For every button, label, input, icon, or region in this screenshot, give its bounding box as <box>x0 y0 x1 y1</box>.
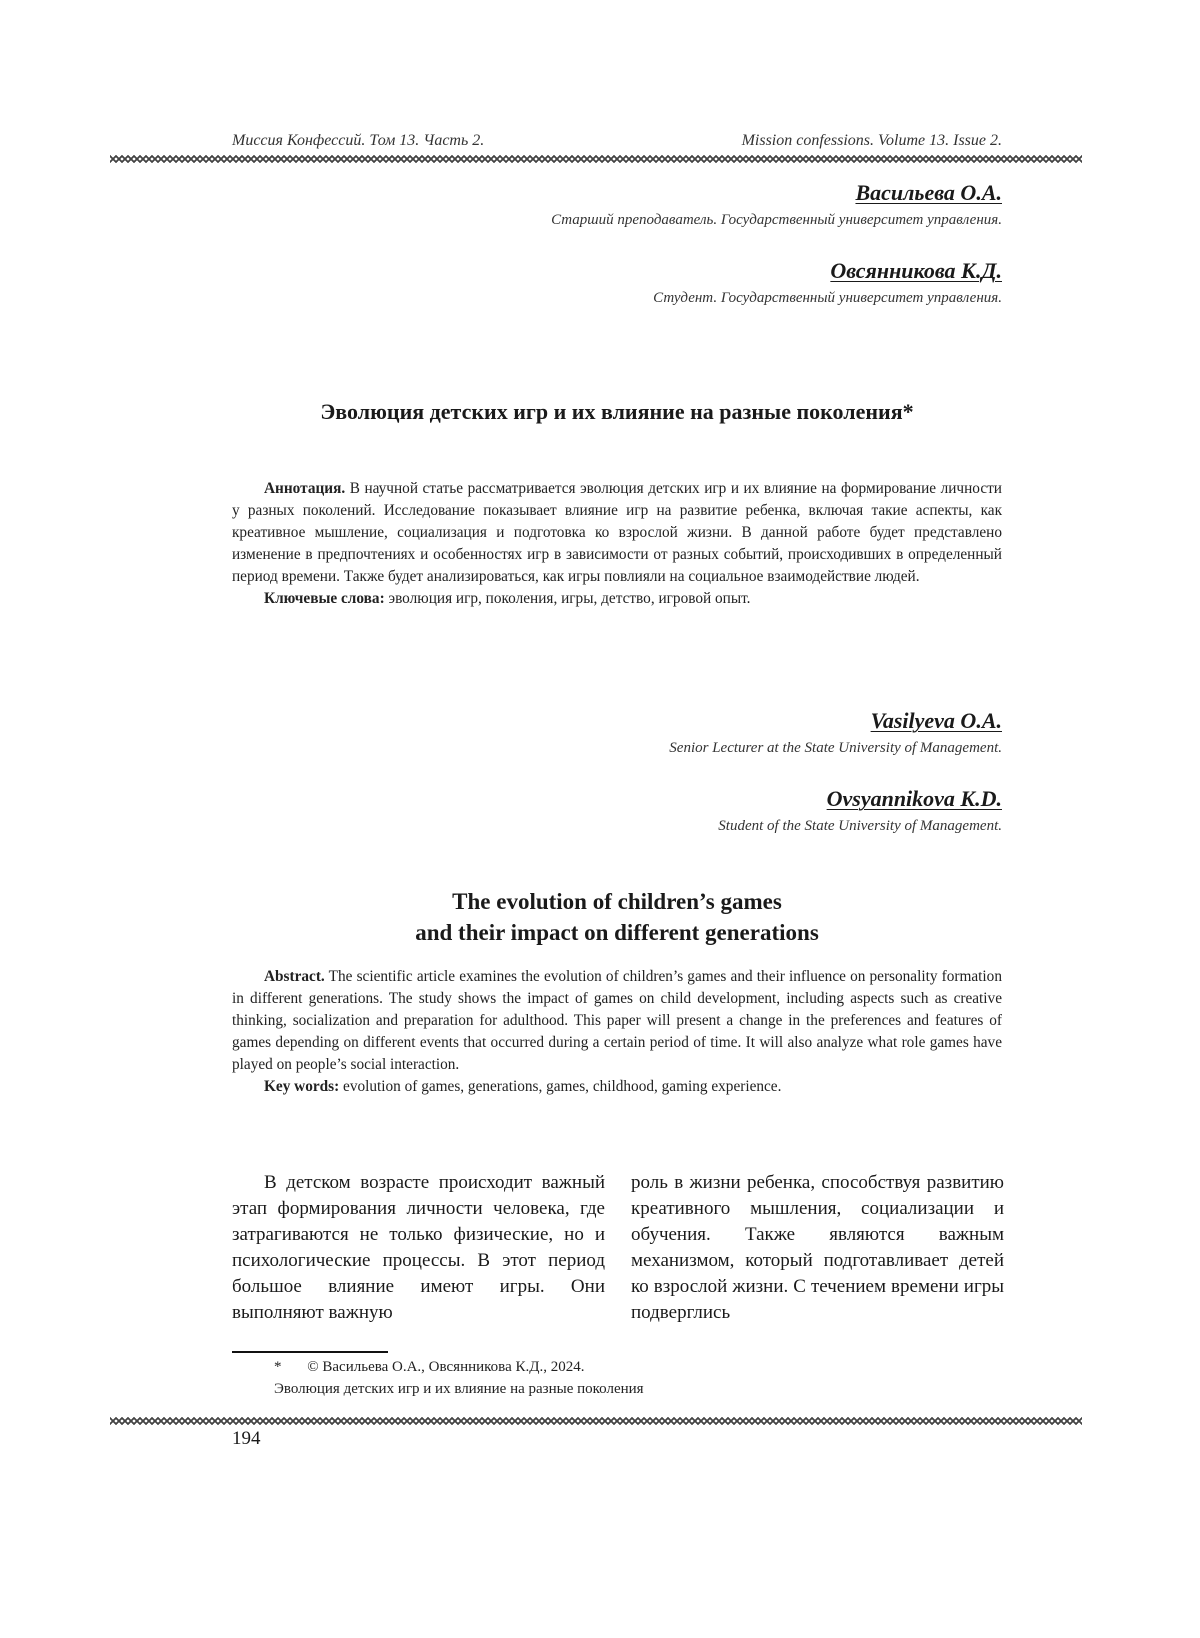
author-name: Ovsyannikova K.D. <box>826 786 1002 811</box>
ornamental-rule-top <box>110 154 1082 163</box>
abstract-en <box>232 966 1002 1098</box>
footnote-line-1 <box>274 1356 584 1378</box>
author-affiliation: Senior Lecturer at the State University of Management. <box>669 740 1002 756</box>
keywords-text: эволюция игр, поколения, игры, детство, игровой опыт. <box>388 590 751 607</box>
abstract-label: Аннотация. <box>264 480 346 497</box>
ornamental-rule-bottom <box>110 1416 1082 1425</box>
footnote-copyright: © Васильева О.А., Овсянникова К.Д., 2024. <box>307 1359 585 1375</box>
running-header <box>232 132 1002 150</box>
footnote-rule <box>232 1351 388 1353</box>
article-title-ru: Эволюция детских игр и их влияние на разные поколения* <box>320 399 914 424</box>
title-line-1: The evolution of children’s games <box>452 889 782 914</box>
abstract-label: Abstract. <box>264 968 325 985</box>
author-block-ru-2 <box>232 258 1002 307</box>
abstract-text: В научной статье рассматривается эволюция детских игр и их влияние на формирование личности у разных поколений. Исследование показывает влияние игр на развитие ребенка, включая такие аспекты, как креативное мышление, социализация и подготовка ко взрослой жизни. В данной работе будет представлено изменение в предпочтениях и особенностях игр в зависимости от разных событий, происходивших в определенный период времени. Также будет анализироваться, как игры повлияли на социальное взаимодействие людей. <box>232 480 1002 585</box>
footnote-line-2: Эволюция детских игр и их влияние на разные поколения <box>274 1381 644 1397</box>
body-column-left: В детском возрасте происходит важный этап формирования личности человека, где затрагиваются не только физические, но и психологические процессы. В этот период большое влияние имеют игры. Они выполняют важную <box>232 1172 605 1323</box>
body-column-right: роль в жизни ребенка, способствуя развитию креативного мышления, социализации и обучения. Также являются важным механизмом, который подготавливает детей ко взрослой жизни. С течением времени игры подверглись <box>631 1172 1004 1323</box>
header-journal-en: Mission confessions. Volume 13. Issue 2. <box>741 132 1002 149</box>
keywords-label: Key words: <box>264 1078 340 1095</box>
footnote-mark: * <box>274 1359 282 1375</box>
title-line-2: and their impact on different generations <box>415 920 819 945</box>
author-affiliation: Студент. Государственный университет управления. <box>653 290 1002 306</box>
keywords-text: evolution of games, generations, games, childhood, gaming experience. <box>343 1078 782 1095</box>
header-journal-ru: Миссия Конфессий. Том 13. Часть 2. <box>232 132 485 149</box>
author-name: Vasilyeva O.A. <box>870 708 1002 733</box>
author-affiliation: Student of the State University of Management. <box>718 818 1002 834</box>
author-block-en-1 <box>232 708 1002 757</box>
page-number: 194 <box>232 1428 261 1449</box>
author-block-ru-1 <box>232 180 1002 229</box>
author-affiliation: Старший преподаватель. Государственный университет управления. <box>551 212 1002 228</box>
author-name: Овсянникова К.Д. <box>830 258 1002 283</box>
keywords-label: Ключевые слова: <box>264 590 385 607</box>
author-block-en-2 <box>232 786 1002 835</box>
abstract-ru <box>232 478 1002 610</box>
article-title-en <box>232 886 1002 948</box>
author-name: Васильева О.А. <box>855 180 1002 205</box>
abstract-text: The scientific article examines the evolution of children’s games and their influence on personality formation in different generations. The study shows the impact of games on child development, including aspects such as creative thinking, socialization and preparation for adulthood. This paper will present a change in the preferences and features of games depending on different events that occurred during a certain period of time. It will also analyze what role games have played on people’s social interaction. <box>232 968 1002 1073</box>
